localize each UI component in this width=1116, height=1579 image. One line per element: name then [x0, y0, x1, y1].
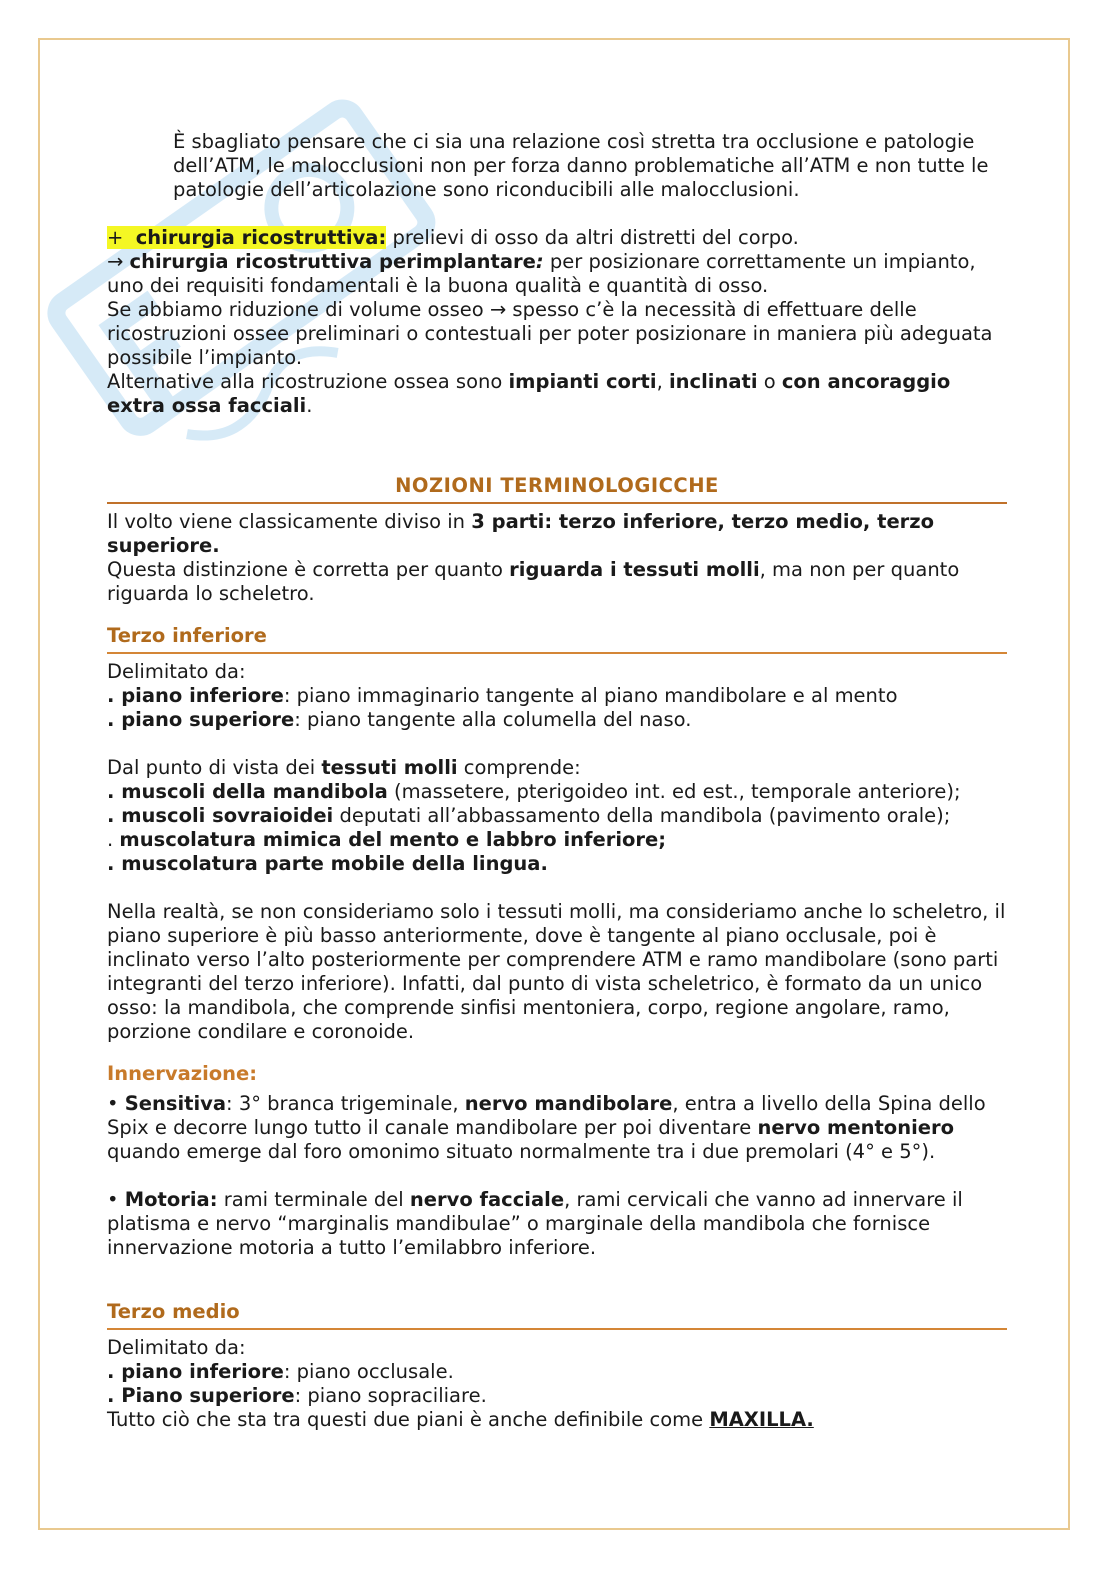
- subheading-terzo-inferiore: Terzo inferiore: [107, 624, 1007, 654]
- perimplant-title: chirurgia ricostruttiva perimplantare: [129, 250, 536, 273]
- nozioni-paragraph-2: Questa distinzione è corretta per quanto riguarda i tessuti molli, ma non per quanto riguarda lo scheletro.: [107, 558, 960, 605]
- list-item: . muscoli della mandibola (massetere, pterigoideo int. ed est., temporale anteriore);: [107, 780, 961, 803]
- maxilla-paragraph: Tutto ciò che sta tra questi due piani è anche definibile come MAXILLA.: [107, 1408, 814, 1431]
- list-item: . piano superiore: piano tangente alla columella del naso.: [107, 708, 692, 731]
- maxilla-term: MAXILLA.: [709, 1408, 814, 1431]
- recon-highlight: [107, 226, 386, 249]
- delimitato-label: Delimitato da:: [107, 660, 246, 683]
- bullet-icon: •: [107, 1188, 119, 1211]
- list-item: . piano inferiore: piano occlusale.: [107, 1360, 454, 1383]
- recon-text: prelievi di osso da altri distretti del corpo.: [386, 226, 799, 249]
- arrow-right-icon: →: [489, 298, 507, 321]
- list-item: . muscolatura mimica del mento e labbro inferiore;: [107, 828, 667, 851]
- list-item: . muscolatura parte mobile della lingua.: [107, 852, 548, 875]
- nozioni-paragraph-1: Il volto viene classicamente diviso in 3 parti: terzo inferiore, terzo medio, terzo superiore.: [107, 510, 935, 557]
- sensitiva-paragraph: • Sensitiva: 3° branca trigeminale, nervo mandibolare, entra a livello della Spina dello Spix e decorre lungo tutto il canale mandibolare per poi diventare nervo mentoniero quando emerge dal foro omonimo situato normalmente tra i due premolari (4° e 5°).: [107, 1092, 986, 1163]
- list-item: . muscoli sovraioidei deputati all’abbassamento della mandibola (pavimento orale);: [107, 804, 951, 827]
- document-body: [107, 130, 1007, 1432]
- soft-tissue-intro: Dal punto di vista dei tessuti molli comprende:: [107, 756, 581, 779]
- volume-paragraph: Se abbiamo riduzione di volume osseo → spesso c’è la necessità di effettuare delle ricostruzioni ossee preliminari o contestuali per poter posizionare in maniera più adeguata possibile l’impianto.: [107, 298, 993, 369]
- arrow-right-icon: →: [107, 250, 124, 273]
- plus-icon: +: [107, 226, 124, 249]
- perimplant-paragraph: → chirurgia ricostruttiva perimplantare: per posizionare correttamente un impianto, uno dei requisiti fondamentali è la buona qualità e quantità di osso.: [107, 250, 976, 297]
- subheading-terzo-medio: Terzo medio: [107, 1300, 1007, 1330]
- list-item: . Piano superiore: piano sopraciliare.: [107, 1384, 487, 1407]
- recon-line: [107, 226, 1007, 250]
- section-heading-nozioni: NOZIONI TERMINOLOGICCHE: [107, 474, 1007, 504]
- motoria-paragraph: • Motoria: rami terminale del nervo facciale, rami cervicali che vanno ad innervare il platisma e nervo “marginalis mandibulae” o marginale della mandibola che fornisce innervazione motoria a tutto l’emilabbro inferiore.: [107, 1188, 963, 1259]
- subheading-innervazione: Innervazione:: [107, 1062, 258, 1085]
- delimitato-label: Delimitato da:: [107, 1336, 246, 1359]
- perimplant-text: per posizionare correttamente un impianto, uno dei requisiti fondamentali è la buona qualità e quantità di osso.: [107, 250, 976, 297]
- list-item: . piano inferiore: piano immaginario tangente al piano mandibolare e al mento: [107, 684, 898, 707]
- bullet-icon: •: [107, 1092, 119, 1115]
- intro-paragraph: È sbagliato pensare che ci sia una relazione così stretta tra occlusione e patologie dell’ATM, le malocclusioni non per forza danno problematiche all’ATM e non tutte le patologie dell’articolazione sono riconducibili alle malocclusioni.: [173, 130, 989, 201]
- recon-title: chirurgia ricostruttiva:: [135, 226, 387, 249]
- alternatives-paragraph: Alternative alla ricostruzione ossea sono impianti corti, inclinati o con ancoraggio extra ossa facciali.: [107, 370, 951, 417]
- reality-paragraph: Nella realtà, se non consideriamo solo i tessuti molli, ma consideriamo anche lo scheletro, il piano superiore è più basso anteriormente, dove è tangente al piano occlusale, poi è inclinato verso l’alto posteriormente per comprendere ATM e ramo mandibolare (sono parti integranti del terzo inferiore). Infatti, dal punto di vista scheletrico, è formato da un unico osso: la mandibola, che comprende sinfisi mentoniera, corpo, regione angolare, ramo, porzione condilare e coronoide.: [107, 900, 1006, 1043]
